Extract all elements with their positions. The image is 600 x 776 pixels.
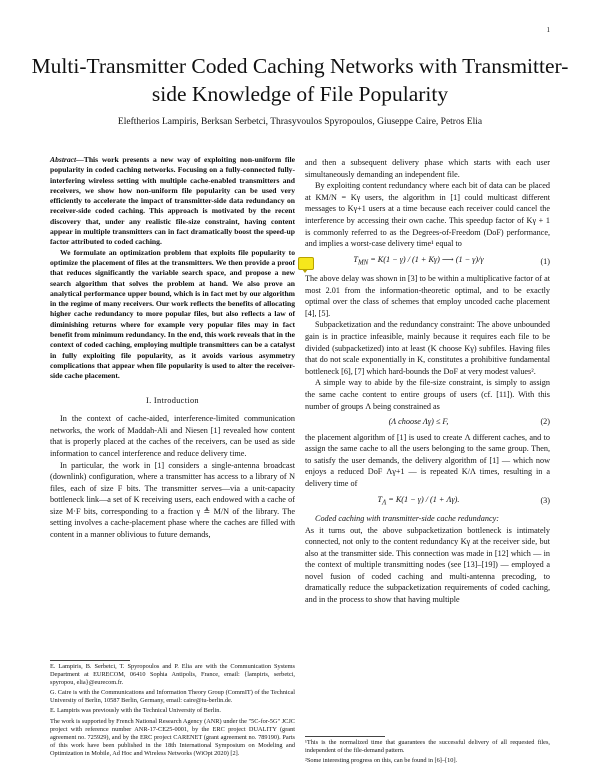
abstract-text-2: We formulate an optimization problem that exploits file popularity to optimize the placement of files at the transmitters. We then provide a proof that reduces significantly the variable search space, and propose a new search algorithm that solves the problem at hand. We also prove an analytical performance upper bound, which is in fact met by our algorithm in the regime of many receivers. Our work reflects the benefits of allocating higher cache redundancy to more popular files, but also reflects a law of diminishing returns where for example very popular files may in fact benefit from minimum redundancy. In the end, this work reveals that in the context of coded caching, employing multiple transmitters can be a catalyst in fully exploiting file popularity, as it avoids various asymmetry complications that appear when file popularity is used to alter the receiver-side cache placement.	[50, 247, 295, 381]
left-column	[50, 155, 295, 541]
right-paragraph-4: Subpacketization and the redundancy constraint: The above unbounded gain is in practice infeasible, mainly because it requires each file to be divided (subpacketized) into at least (K choose Kγ) subfiles. Having files that do not scale exponentially in K, constitutes a prohibitive fundamental bottleneck [6], [7] which hard-bounds the DoF at very modest values².	[305, 320, 550, 376]
right-footnotes	[305, 736, 550, 765]
right-paragraph-1: and then a subsequent delivery phase which starts with each user simultaneously demanding an independent file.	[305, 158, 550, 179]
left-footnotes	[50, 660, 295, 758]
footnote-divider-right	[305, 736, 385, 737]
page-number: 1	[546, 26, 550, 34]
authors: Eleftherios Lampiris, Berksan Serbetci, Thrasyvoulos Spyropoulos, Giuseppe Caire, Petros Elia	[117, 117, 483, 127]
footnote-1: ¹This is the normalized time that guarantees the successful delivery of all requested files, independent of the file-demand pattern.	[305, 739, 550, 755]
eq1-number: (1)	[540, 256, 550, 266]
equation-2	[305, 416, 550, 428]
eq1-lhs: T	[353, 254, 358, 264]
intro-paragraph-2: In particular, the work in [1] considers a single-antenna broadcast (downlink) configuration, where a transmitter has access to a library of N files, each of size F bits. The transmitter serves—via a unit-capacity bottleneck link—a set of K receiving users, each endowed with a cache of size M·F bits, corresponding to a fraction γ ≜ M/N of the library. The setting involves a cache-placement phase where the caches are filled with content in a manner oblivious to future demands,	[50, 460, 295, 540]
eq3-lhs: T	[377, 494, 383, 504]
equation-3	[305, 494, 550, 509]
abstract	[50, 155, 295, 382]
footnote-2: ²Some interesting progress on this, can be found in [6]–[10].	[305, 757, 458, 765]
equation-1	[305, 254, 550, 269]
eq3-sub: Λ	[382, 499, 387, 507]
section-heading-introduction: I. Introduction	[146, 395, 199, 405]
subsection-heading: Coded caching with transmitter-side cache redundancy:	[315, 513, 499, 523]
paper-title: Multi-Transmitter Coded Caching Networks with Transmitter-side Knowledge of File Popularity	[31, 54, 569, 106]
eq3-rhs: = K(1 − γ) / (1 + Λγ).	[386, 494, 460, 504]
eq2-expr: (Λ choose Λγ) ≤ F,	[388, 417, 449, 427]
right-paragraph-7: As it turns out, the above subpacketization bottleneck is intimately connected, not only to the content redundancy Kγ at the receiver side, but also at the transmitter side. This connection was made in [12] which — in the context of multiple transmitting nodes (see [13]–[19]) — employed a novel fusion of coded caching and multi-antenna precoding, to dramatically reduce the subpacketization requirements of coded caching, and in the process to show that having multiple	[305, 525, 550, 605]
eq2-number: (2)	[540, 417, 550, 427]
abstract-text: —This work presents a new way of exploiting non-uniform file popularity in coded caching networks. Focusing on a fully-connected fully-interfering wireless setting with multiple cache-enabled transmitters and receivers, we show how non-uniform file popularity can be used very efficiently to accelerate the impact of transmitter-side data redundancy on receiver-side coded caching. This approach is motivated by the recent discovery that, under any realistic file-size constraint, having content appear in multiple transmitters can in fact dramatically boost the speed-up factor attributed to coded caching.	[50, 155, 295, 247]
right-paragraph-5: A simple way to abide by the file-size constraint, is simply to assign the same cache content to entire groups of users (cf. [11]). With this number of groups Λ being constrained as	[305, 378, 550, 411]
footnote-divider	[50, 660, 130, 661]
right-paragraph-2: By exploiting content redundancy where each bit of data can be placed at KM/N = Kγ users, the algorithm in [1] could multicast different messages to Kγ+1 users at a time because each receiver could cancel the interference by accessing their own cache. This speedup factor of Kγ + 1 is commonly referred to as the Degrees-of-Freedom (DoF) performance, and implies a worst-case delivery time¹ equal to	[305, 181, 550, 249]
funding-footnote: The work is supported by French National Research Agency (ANR) under the "5C-for-5G" JCJC project with reference number ANR-17-CE25-0001, by the ERC project DUALITY (grant agreement no. 725929), and by the ERC project CARENET (grant agreement no. 789190). Parts of this work have been published in the 18th International Symposium on Modeling and Optimization in Mobile, Ad Hoc and Wireless Networks (WiOpt 2020) [2].	[50, 717, 295, 757]
affiliation-footnote-1: E. Lampiris, B. Serbetci, T. Spyropoulos and P. Elia are with the Communication Systems Department at EURECOM, 06410 Sophia Antipolis, France, email: {lampiris, serbetci, spyropou, elia}@eurecom.fr.	[50, 663, 295, 687]
right-column	[305, 157, 550, 606]
intro-paragraph-1: In the context of cache-aided, interference-limited communication networks, the work of Maddah-Ali and Niesen [1] revealed how content that is properly placed at the caches of the receivers, can be used as side information to cancel interference and reduce delivery time.	[50, 414, 295, 458]
affiliation-footnote-2: G. Caire is with the Communications and Information Theory Group (CommIT) of the Technical University of Berlin, 10587 Berlin, Germany, email: caire@tu-berlin.de.	[50, 689, 295, 705]
right-paragraph-3: The above delay was shown in [3] to be within a multiplicative factor of at most 2.01 from the information-theoretic optimal, and to be exactly optimal over the class of schemes that employ uncoded cache placement [4], [5].	[305, 273, 550, 318]
eq3-number: (3)	[540, 496, 550, 506]
right-paragraph-6: the placement algorithm of [1] is used to create Λ different caches, and to assign the same cache to all the users belonging to the same group. Then, to satisfy the user demands, the delivery algorithm of [1] — which now enjoys a reduced DoF Λγ+1 — is repeated K/Λ times, resulting in a delivery time of	[305, 432, 550, 489]
eq1-rhs: = K(1 − γ) / (1 + Kγ) ⟶ (1 − γ)/γ	[368, 254, 484, 264]
affiliation-footnote-3: E. Lampiris was previously with the Technical University of Berlin.	[50, 707, 221, 715]
abstract-label: Abstract	[50, 155, 77, 164]
eq1-sub: MN	[357, 259, 369, 267]
